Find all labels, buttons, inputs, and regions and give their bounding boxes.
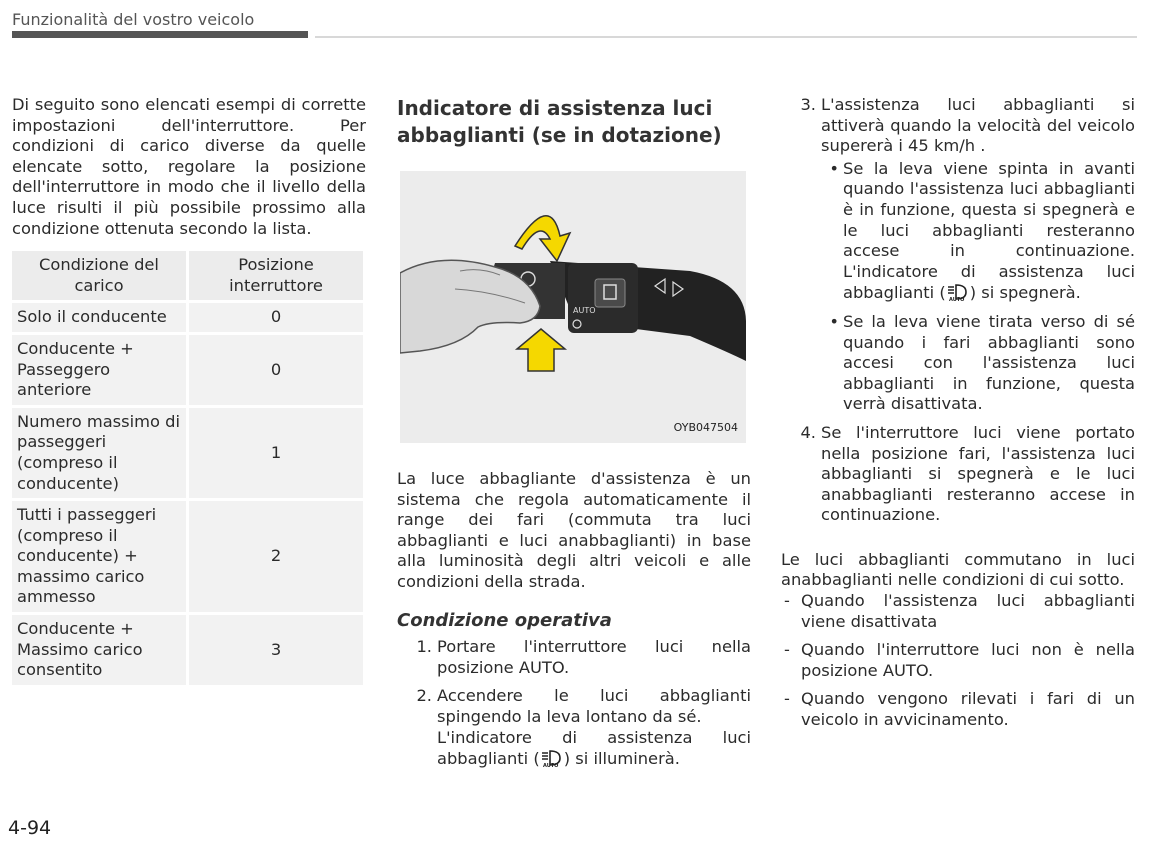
- step-content: [437, 686, 751, 769]
- condition-cell: Tutti i passeggeri (compreso il conducente) + massimo carico ammesso: [12, 500, 188, 614]
- left-column: [12, 95, 366, 688]
- table-row: [12, 500, 365, 614]
- subheading: Condizione operativa: [397, 609, 612, 631]
- step-note-before: L'indicatore di assistenza luci abbaglianti (: [437, 727, 751, 769]
- svg-text:AUTO: AUTO: [542, 763, 559, 769]
- condition-item: [781, 640, 1135, 681]
- step-note-after: ) si illuminerà.: [563, 749, 680, 769]
- header-bar-dark: [12, 31, 308, 38]
- step-number: 2.: [416, 686, 432, 706]
- condition-text: Quando l'interruttore luci non è nella posizione AUTO.: [801, 640, 1135, 680]
- list-item: [781, 95, 1135, 423]
- bullet-text: [843, 159, 1135, 304]
- bullet-item: [821, 159, 1135, 304]
- high-beam-button: [595, 279, 625, 307]
- condition-cell: Conducente + Massimo carico consentito: [12, 614, 188, 687]
- dash-marker: -: [784, 640, 790, 660]
- condition-cell: Conducente + Passeggero anteriore: [12, 333, 188, 406]
- right-column: [781, 95, 1135, 739]
- table-header-row: [12, 251, 365, 302]
- middle-column: [397, 95, 751, 778]
- step-text: L'assistenza luci abbaglianti si attiverà quando la velocità del veicolo supererà i 45 km/h .: [821, 95, 1135, 156]
- load-condition-table: [12, 251, 366, 688]
- step-number: 1.: [416, 637, 432, 657]
- position-cell: 1: [188, 406, 365, 499]
- list-item: [397, 637, 751, 678]
- condition-item: [781, 689, 1135, 730]
- bullet-marker: •: [829, 158, 839, 178]
- step-number: 4.: [800, 422, 816, 442]
- figure-code: OYB047504: [673, 421, 738, 435]
- condition-text: Quando l'assistenza luci abbaglianti viene disattivata: [801, 591, 1135, 631]
- condition-item: [781, 591, 1135, 632]
- dash-marker: -: [784, 591, 790, 611]
- table-row: [12, 614, 365, 687]
- rotate-arrow-icon: [515, 216, 570, 261]
- step-text: Se l'interruttore luci viene portato nella posizione fari, l'assistenza luci abbaglianti si spegnerà e le luci anabbaglianti resteranno accese in continuazione.: [821, 422, 1135, 525]
- list-item: [781, 423, 1135, 526]
- condition-cell: Solo il conducente: [12, 302, 188, 334]
- step-number: 3.: [800, 95, 816, 114]
- step-text: Portare l'interruttore luci nella posizione AUTO.: [437, 637, 751, 677]
- condition-cell: Numero massimo di passeggeri (compreso il conducente): [12, 406, 188, 499]
- position-cell: 2: [188, 500, 365, 614]
- table-row: [12, 302, 365, 334]
- bullet-marker: •: [829, 311, 839, 331]
- dash-marker: -: [784, 689, 790, 709]
- header-title: Funzionalità del vostro veicolo: [12, 10, 255, 29]
- bullet-text-after: ) si spegnerà.: [969, 283, 1081, 303]
- svg-text:AUTO: AUTO: [948, 297, 965, 303]
- intro-paragraph: Di seguito sono elencati esempi di corrette impostazioni dell'interruttore. Per condizioni di carico diverse da quelle elencate sotto, regolare la posizione dell'interruttore in modo che il livello della luce risulti il più possibile prossimo alla condizione ottenuta secondo la lista.: [12, 95, 366, 238]
- lever-figure: [400, 171, 746, 443]
- list-item: [397, 686, 751, 769]
- bullet-text-before: Se la leva viene spinta in avanti quando l'assistenza luci abbaglianti è in funzione, questa si spegnerà e le luci abbaglianti resteranno accese in continuazione. L'indicatore di assistenza luci abbaglianti (: [843, 158, 1135, 303]
- conditions-paragraph: Le luci abbaglianti commutano in luci anabbaglianti nelle condizioni di cui sotto.: [781, 549, 1135, 590]
- lever-illustration: [400, 171, 746, 443]
- steps-list: [397, 637, 751, 770]
- column-header-condition: Condizione del carico: [12, 251, 188, 302]
- description-paragraph: La luce abbagliante d'assistenza è un sistema che regola automaticamente il range dei fari (commuta tra luci abbaglianti e luci anabbaglianti) in base alla luminosità degli altri veicoli e alle condizioni della strada.: [397, 469, 751, 591]
- position-cell: 0: [188, 302, 365, 334]
- column-header-position: Posizione interruttore: [188, 251, 365, 302]
- section-heading: Indicatore di assistenza luci abbaglianti (se in dotazione): [397, 96, 722, 147]
- position-cell: 3: [188, 614, 365, 687]
- table-row: [12, 333, 365, 406]
- bullet-item: [821, 312, 1135, 415]
- auto-high-beam-icon: [946, 282, 970, 302]
- bullet-text: Se la leva viene tirata verso di sé quando i fari abbaglianti sono accesi con l'assistenza luci abbaglianti in funzione, questa verrà disattivata.: [843, 311, 1135, 414]
- condition-text: Quando vengono rilevati i fari di un veicolo in avvicinamento.: [801, 689, 1135, 730]
- table-row: [12, 406, 365, 499]
- step-text: Accendere le luci abbaglianti spingendo la leva lontano da sé.: [437, 686, 751, 726]
- push-arrow-icon: [517, 329, 565, 371]
- position-cell: 0: [188, 333, 365, 406]
- auto-label: AUTO: [573, 306, 596, 315]
- header-bar-light: [315, 36, 1137, 38]
- auto-high-beam-icon: [540, 748, 564, 768]
- step-content: [821, 95, 1135, 423]
- page-number: 4-94: [8, 817, 52, 839]
